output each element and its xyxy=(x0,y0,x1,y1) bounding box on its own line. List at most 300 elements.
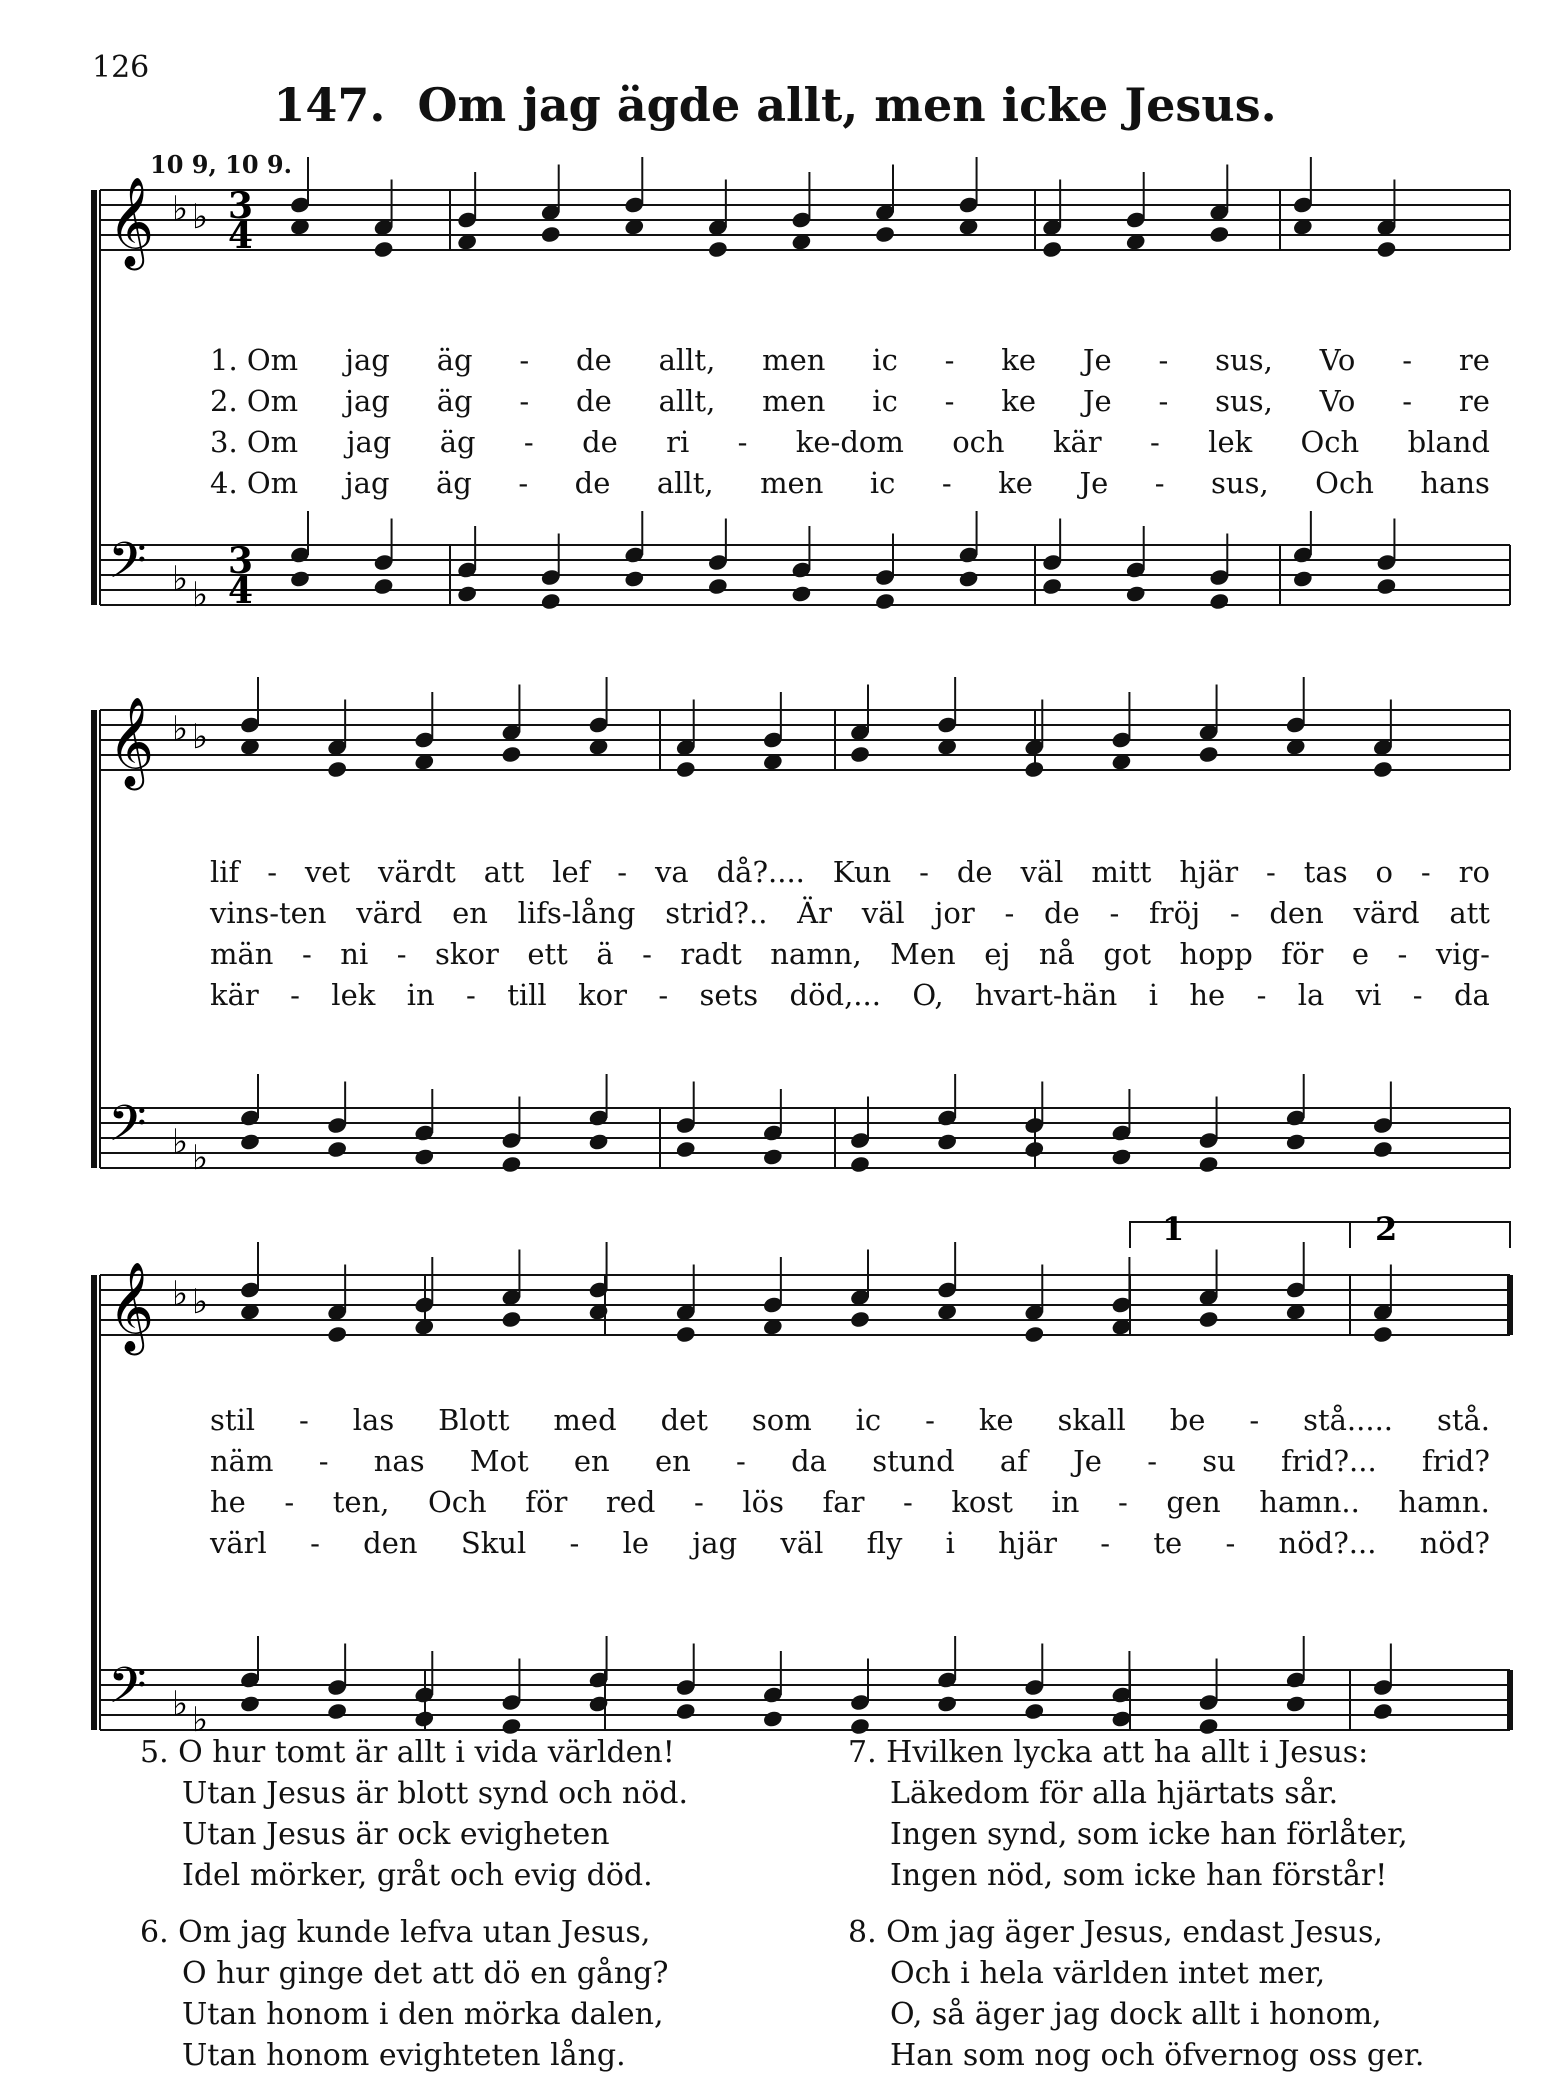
lyric-syllable: - xyxy=(944,343,955,377)
bass-clef: 𝄢 xyxy=(108,1095,147,1165)
lyric-syllable: lös xyxy=(742,1485,784,1519)
lyric-syllable: sets xyxy=(699,978,759,1012)
lyric-syllable: de xyxy=(574,466,611,500)
stanza-line: Utan honom evighteten lång. xyxy=(182,2038,626,2073)
lyric-syllable: he xyxy=(1189,978,1226,1012)
lyric-syllable: - xyxy=(658,978,669,1012)
lyric-syllable: för xyxy=(525,1485,568,1519)
lyric-syllable: Vo xyxy=(1319,343,1356,377)
lyric-syllable: de xyxy=(582,425,618,459)
note-head xyxy=(1372,1140,1394,1159)
lyric-syllable: vig- xyxy=(1435,937,1490,971)
note-head xyxy=(373,577,395,596)
lyric-syllable: att xyxy=(1449,896,1490,930)
lyric-syllable: - xyxy=(902,1485,913,1519)
lyric-syllable: ten, xyxy=(332,1485,390,1519)
lyric-syllable: - xyxy=(519,384,530,418)
note-head xyxy=(413,1147,435,1166)
lyric-syllable: - xyxy=(318,1444,329,1478)
lyric-syllable: - xyxy=(1420,855,1431,889)
note-head xyxy=(762,1709,784,1728)
lyric-syllable: - xyxy=(925,1403,935,1437)
flat-sign: ♭ xyxy=(172,559,189,599)
lyrics-block-system-1 xyxy=(210,340,1490,504)
time-signature: 4 xyxy=(228,215,254,257)
lyric-syllable: - xyxy=(290,978,300,1012)
time-signature: 4 xyxy=(228,570,254,612)
lyric-syllable: ke xyxy=(1001,343,1037,377)
lyric-syllable: da xyxy=(1453,978,1490,1012)
lyric-syllable: de xyxy=(576,343,612,377)
lyric-syllable: ke xyxy=(998,466,1033,500)
flat-sign: ♭ xyxy=(172,1122,189,1162)
lyric-syllable: - xyxy=(1256,978,1267,1012)
lyric-syllable: - xyxy=(1158,343,1169,377)
lyric-syllable: Men xyxy=(890,937,956,971)
lyric-syllable: näm xyxy=(210,1444,274,1478)
lyric-syllable: jor xyxy=(934,896,975,930)
ending-2-label: 2 xyxy=(1375,1210,1398,1248)
stanza xyxy=(848,1912,1424,2076)
note-head xyxy=(239,1694,261,1713)
note-head xyxy=(1023,1325,1045,1344)
ending-1-label: 1 xyxy=(1162,1210,1185,1248)
lyric-syllable: radt xyxy=(680,937,742,971)
note-head xyxy=(501,1155,523,1174)
note-head xyxy=(413,1709,435,1728)
note-head xyxy=(874,225,896,244)
lyric-syllable: den xyxy=(1269,896,1324,930)
note-head xyxy=(588,1694,610,1713)
stanza-line: Han som nog och öfvernog oss ger. xyxy=(890,2038,1425,2073)
lyric-syllable: - xyxy=(1100,1526,1111,1560)
lyric-syllable: - xyxy=(1249,1403,1260,1437)
note-head xyxy=(373,240,395,259)
lyric-syllable: sus, xyxy=(1215,343,1273,377)
lyric-syllable: hamn. xyxy=(1398,1485,1490,1519)
lyric-syllable: ett xyxy=(527,937,568,971)
note-head xyxy=(1376,240,1398,259)
lyric-syllable: allt, xyxy=(656,466,714,500)
lyric-syllable: Blott xyxy=(438,1403,510,1437)
lyric-syllable: in xyxy=(1051,1485,1080,1519)
note-head xyxy=(1198,1155,1220,1174)
note-head xyxy=(958,569,980,588)
lyric-line xyxy=(210,852,1490,893)
lyric-syllable: te xyxy=(1153,1526,1183,1560)
note-head xyxy=(289,569,311,588)
lyric-syllable: ke xyxy=(1001,384,1037,418)
lyric-syllable: re xyxy=(1458,343,1490,377)
lyric-syllable: men xyxy=(760,466,824,500)
lyric-syllable: - xyxy=(1158,384,1169,418)
lyric-line xyxy=(210,1400,1490,1441)
lyric-syllable: bland xyxy=(1407,425,1490,459)
lyrics-block-system-2 xyxy=(210,852,1490,1016)
lyric-syllable: men xyxy=(762,384,826,418)
lyric-syllable: in xyxy=(406,978,435,1012)
lyric-syllable: lek xyxy=(331,978,376,1012)
lyric-syllable: va xyxy=(655,855,689,889)
lyric-syllable: - xyxy=(299,1403,309,1437)
lyric-syllable: - xyxy=(1402,343,1413,377)
lyric-syllable: su xyxy=(1202,1444,1236,1478)
note-head xyxy=(762,1147,784,1166)
lyric-line xyxy=(210,975,1490,1016)
lyric-syllable: de xyxy=(1044,896,1080,930)
note-head xyxy=(1023,1140,1045,1159)
stanza-line: 7. Hvilken lycka att ha allt i Jesus: xyxy=(848,1735,1369,1770)
treble-clef: 𝄞 xyxy=(108,697,155,787)
lyric-syllable: kär xyxy=(210,978,259,1012)
note-head xyxy=(1285,1694,1307,1713)
lyric-syllable: vins-ten xyxy=(210,896,327,930)
lyric-syllable: tas xyxy=(1303,855,1348,889)
lyric-syllable: got xyxy=(1103,937,1152,971)
flat-sign: ♭ xyxy=(172,709,189,749)
lyric-syllable: att xyxy=(483,855,525,889)
lyric-syllable: de xyxy=(576,384,612,418)
note-head xyxy=(707,240,729,259)
note-head xyxy=(1292,569,1314,588)
flat-sign: ♭ xyxy=(172,1274,189,1314)
note-head xyxy=(849,745,871,764)
note-head xyxy=(540,225,562,244)
lyric-syllable: väl xyxy=(1020,855,1064,889)
note-head xyxy=(326,760,348,779)
stanza-line: 5. O hur tomt är allt i vida världen! xyxy=(140,1735,675,1770)
lyric-syllable: o xyxy=(1375,855,1393,889)
lyric-syllable: - xyxy=(267,855,278,889)
flat-sign: ♭ xyxy=(192,1138,209,1178)
lyric-syllable: då?.... xyxy=(716,855,805,889)
flat-sign: ♭ xyxy=(192,575,209,615)
lyric-syllable: af xyxy=(999,1444,1028,1478)
lyric-syllable: Je xyxy=(1073,1444,1102,1478)
lyric-syllable: - xyxy=(569,1526,580,1560)
lyric-syllable: - xyxy=(310,1526,320,1560)
lyric-syllable: vet xyxy=(304,855,351,889)
note-head xyxy=(501,1310,523,1329)
note-head xyxy=(1372,1702,1394,1721)
lyric-syllable: till xyxy=(507,978,547,1012)
lyric-syllable: nas xyxy=(373,1444,425,1478)
lyric-syllable: sus, xyxy=(1215,384,1273,418)
lyric-syllable: - xyxy=(1229,896,1240,930)
lyric-syllable: - xyxy=(919,855,929,889)
lyric-syllable: hamn.. xyxy=(1259,1485,1360,1519)
stanza xyxy=(140,1912,688,2076)
lyric-syllable: ke xyxy=(978,1403,1014,1437)
note-head xyxy=(1041,240,1063,259)
stanza xyxy=(848,1732,1424,1896)
note-head xyxy=(1372,1325,1394,1344)
lyric-syllable: hjär xyxy=(1179,855,1239,889)
lyric-syllable: ä xyxy=(596,937,614,971)
lyric-syllable: - xyxy=(1397,937,1408,971)
stanza-line: 6. Om jag kunde lefva utan Jesus, xyxy=(140,1915,651,1950)
note-head xyxy=(1041,577,1063,596)
note-head xyxy=(456,584,478,603)
lyric-syllable: lifs-lång xyxy=(517,896,636,930)
stanza-line: Idel mörker, gråt och evig död. xyxy=(182,1858,653,1893)
lyric-line xyxy=(210,340,1490,381)
note-head xyxy=(1023,1702,1045,1721)
lyric-syllable: ke-dom xyxy=(795,425,904,459)
lyric-syllable: red xyxy=(605,1485,656,1519)
bass-clef: 𝄢 xyxy=(108,1657,147,1727)
note-head xyxy=(326,1140,348,1159)
stanza-line: Utan honom i den mörka dalen, xyxy=(182,1997,664,2032)
lyric-syllable: hans xyxy=(1420,466,1490,500)
note-head xyxy=(326,1702,348,1721)
lyric-syllable: de xyxy=(956,855,993,889)
flat-sign: ♭ xyxy=(192,197,209,237)
lyric-syllable: nöd?... xyxy=(1278,1526,1377,1560)
lyric-syllable: be xyxy=(1169,1403,1206,1437)
lyric-syllable: värd xyxy=(1353,896,1420,930)
stanza-line: Ingen nöd, som icke han förstår! xyxy=(890,1858,1388,1893)
lyric-syllable: Skul xyxy=(460,1526,527,1560)
note-head xyxy=(936,1694,958,1713)
stanzas-left xyxy=(140,1732,688,2092)
lyric-syllable: sus, xyxy=(1211,466,1269,500)
lyric-syllable: - xyxy=(941,466,952,500)
lyric-syllable: som xyxy=(751,1403,812,1437)
lyric-syllable: en xyxy=(573,1444,610,1478)
lyric-syllable: Je xyxy=(1082,384,1112,418)
lyric-syllable: kär xyxy=(1052,425,1102,459)
lyric-syllable: - xyxy=(396,937,407,971)
lyric-line xyxy=(210,893,1490,934)
lyric-syllable: allt, xyxy=(658,384,716,418)
lyric-syllable: - xyxy=(1412,978,1423,1012)
note-head xyxy=(675,1325,697,1344)
lyric-syllable: - xyxy=(737,425,748,459)
lyric-syllable: ic xyxy=(869,466,896,500)
lyric-syllable: 1. Om xyxy=(210,343,299,377)
lyric-syllable: he xyxy=(210,1485,246,1519)
lyric-syllable: - xyxy=(284,1485,295,1519)
hymn-number: 147. xyxy=(273,78,386,132)
stanza-line: O, så äger jag dock allt i honom, xyxy=(890,1997,1382,2032)
note-head xyxy=(623,569,645,588)
note-head xyxy=(326,1325,348,1344)
lyric-line xyxy=(210,1482,1490,1523)
lyric-syllable: - xyxy=(1266,855,1276,889)
lyric-syllable: äg xyxy=(436,384,473,418)
lyric-syllable: stund xyxy=(872,1444,955,1478)
lyric-syllable: jag xyxy=(345,343,390,377)
time-signature: 3 xyxy=(228,185,254,227)
stanza-line: Utan Jesus är ock evigheten xyxy=(182,1817,610,1852)
lyric-syllable: - xyxy=(617,855,628,889)
lyric-syllable: - xyxy=(694,1485,704,1519)
lyric-syllable: med xyxy=(553,1403,617,1437)
note-head xyxy=(1208,225,1230,244)
lyric-syllable: jag xyxy=(344,466,390,500)
lyric-syllable: ic xyxy=(855,1403,882,1437)
note-head xyxy=(1111,1147,1133,1166)
lyric-line xyxy=(210,934,1490,975)
note-head xyxy=(849,1155,871,1174)
lyric-syllable: Je xyxy=(1079,466,1109,500)
lyric-syllable: 3. Om xyxy=(210,425,299,459)
lyric-line xyxy=(210,1523,1490,1564)
lyric-syllable: vi xyxy=(1355,978,1382,1012)
lyric-line xyxy=(210,422,1490,463)
flat-sign: ♭ xyxy=(192,717,209,757)
note-head xyxy=(675,1702,697,1721)
stanzas-right xyxy=(848,1732,1424,2092)
lyric-syllable: fröj xyxy=(1149,896,1201,930)
lyric-syllable: ri xyxy=(666,425,690,459)
time-signature: 3 xyxy=(228,540,254,582)
lyric-syllable: den xyxy=(363,1526,418,1560)
lyric-line xyxy=(210,381,1490,422)
flat-sign: ♭ xyxy=(192,1700,209,1740)
lyric-syllable: e xyxy=(1351,937,1370,971)
lyric-syllable: ej xyxy=(984,937,1011,971)
note-head xyxy=(675,1140,697,1159)
lyric-syllable: ro xyxy=(1458,855,1490,889)
lyric-syllable: la xyxy=(1297,978,1325,1012)
stanza-line: O hur ginge det att dö en gång? xyxy=(182,1956,669,1991)
lyric-syllable: frid? xyxy=(1421,1444,1490,1478)
flat-sign: ♭ xyxy=(192,1282,209,1322)
lyric-syllable: - xyxy=(518,466,529,500)
lyric-syllable: fly xyxy=(866,1526,903,1560)
stanza xyxy=(140,1732,688,1896)
note-head xyxy=(707,577,729,596)
lyric-syllable: Vo xyxy=(1319,384,1356,418)
note-head xyxy=(1372,760,1394,779)
lyric-syllable: i xyxy=(1148,978,1158,1012)
flat-sign: ♭ xyxy=(172,1684,189,1724)
volta-bracket-2 xyxy=(1350,1222,1510,1248)
lyric-syllable: värl xyxy=(210,1526,267,1560)
lyric-syllable: ni xyxy=(340,937,369,971)
meter-marking: 10 9, 10 9. xyxy=(150,150,292,179)
lyric-syllable: stå..... xyxy=(1303,1403,1394,1437)
lyric-syllable: 2. Om xyxy=(210,384,299,418)
note-head xyxy=(936,1132,958,1151)
note-head xyxy=(588,1132,610,1151)
lyric-syllable: - xyxy=(519,343,530,377)
lyric-syllable: för xyxy=(1281,937,1324,971)
lyric-syllable: - xyxy=(944,384,955,418)
flat-sign: ♭ xyxy=(172,189,189,229)
lyric-syllable: - xyxy=(736,1444,746,1478)
lyric-syllable: men xyxy=(762,343,826,377)
note-head xyxy=(1125,584,1147,603)
note-head xyxy=(1198,1310,1220,1329)
lyric-syllable: - xyxy=(642,937,652,971)
lyric-syllable: namn, xyxy=(770,937,862,971)
lyric-syllable: det xyxy=(660,1403,708,1437)
lyric-syllable: lef xyxy=(552,855,590,889)
lyric-syllable: väl xyxy=(861,896,905,930)
note-head xyxy=(874,592,896,611)
lyric-syllable: äg xyxy=(439,425,476,459)
lyric-syllable: stå. xyxy=(1436,1403,1490,1437)
treble-clef: 𝄞 xyxy=(108,1262,155,1352)
lyric-syllable: äg xyxy=(436,466,472,500)
stanza-line: Läkedom för alla hjärtats sår. xyxy=(890,1776,1339,1811)
lyric-syllable: Är xyxy=(797,896,832,930)
lyric-syllable: le xyxy=(622,1526,650,1560)
lyric-syllable: väl xyxy=(780,1526,824,1560)
stanza-line: 8. Om jag äger Jesus, endast Jesus, xyxy=(848,1915,1383,1950)
lyric-syllable: Je xyxy=(1082,343,1112,377)
note-head xyxy=(239,1132,261,1151)
lyric-syllable: män xyxy=(210,937,274,971)
lyric-syllable: lif xyxy=(210,855,240,889)
lyric-syllable: mitt xyxy=(1091,855,1152,889)
lyric-syllable: - xyxy=(1109,896,1120,930)
note-head xyxy=(849,1310,871,1329)
stanza-line: Och i hela världen intet mer, xyxy=(890,1956,1326,1991)
lyrics-block-system-3 xyxy=(210,1400,1490,1564)
lyric-syllable: hvart-hän xyxy=(975,978,1118,1012)
hymn-title-text: Om jag ägde allt, men icke Jesus. xyxy=(417,78,1277,132)
lyric-syllable: skall xyxy=(1057,1403,1126,1437)
lyric-syllable: värd xyxy=(356,896,423,930)
note-head xyxy=(1198,745,1220,764)
note-head xyxy=(540,592,562,611)
lyric-syllable: strid?.. xyxy=(665,896,768,930)
lyric-syllable: ic xyxy=(872,343,898,377)
lyric-line xyxy=(210,1441,1490,1482)
bass-clef: 𝄢 xyxy=(108,532,147,602)
lyric-syllable: hopp xyxy=(1179,937,1253,971)
lyric-syllable: - xyxy=(1117,1485,1128,1519)
lyric-syllable: skor xyxy=(435,937,499,971)
lyric-syllable: frid?... xyxy=(1281,1444,1377,1478)
lyric-syllable: jag xyxy=(346,425,392,459)
lyric-syllable: O, xyxy=(912,978,944,1012)
lyric-syllable: Och xyxy=(1315,466,1374,500)
note-head xyxy=(1285,1132,1307,1151)
lyric-syllable: - xyxy=(1402,384,1413,418)
lyric-syllable: - xyxy=(1150,425,1160,459)
lyric-syllable: 4. Om xyxy=(210,466,299,500)
lyric-syllable: Och xyxy=(1300,425,1360,459)
lyric-syllable: - xyxy=(301,937,312,971)
lyric-syllable: värdt xyxy=(378,855,456,889)
lyric-syllable: - xyxy=(1147,1444,1157,1478)
lyric-syllable: Och xyxy=(428,1485,487,1519)
lyric-syllable: i xyxy=(945,1526,955,1560)
lyric-syllable: äg xyxy=(436,343,473,377)
lyric-syllable: död,... xyxy=(789,978,881,1012)
lyric-syllable: - xyxy=(523,425,534,459)
lyric-syllable: gen xyxy=(1166,1485,1221,1519)
lyric-syllable: kor xyxy=(578,978,627,1012)
lyric-syllable: och xyxy=(952,425,1005,459)
lyric-syllable: ic xyxy=(872,384,898,418)
lyric-syllable: allt, xyxy=(658,343,716,377)
lyric-syllable: kost xyxy=(951,1485,1013,1519)
lyric-syllable: far xyxy=(822,1485,865,1519)
page-number: 126 xyxy=(92,50,150,85)
stanza-line: Ingen synd, som icke han förlåter, xyxy=(890,1817,1408,1852)
lyric-syllable: jag xyxy=(345,384,390,418)
note-head xyxy=(1376,577,1398,596)
lyric-syllable: en xyxy=(452,896,488,930)
lyric-syllable: - xyxy=(1004,896,1015,930)
lyric-syllable: - xyxy=(1154,466,1165,500)
